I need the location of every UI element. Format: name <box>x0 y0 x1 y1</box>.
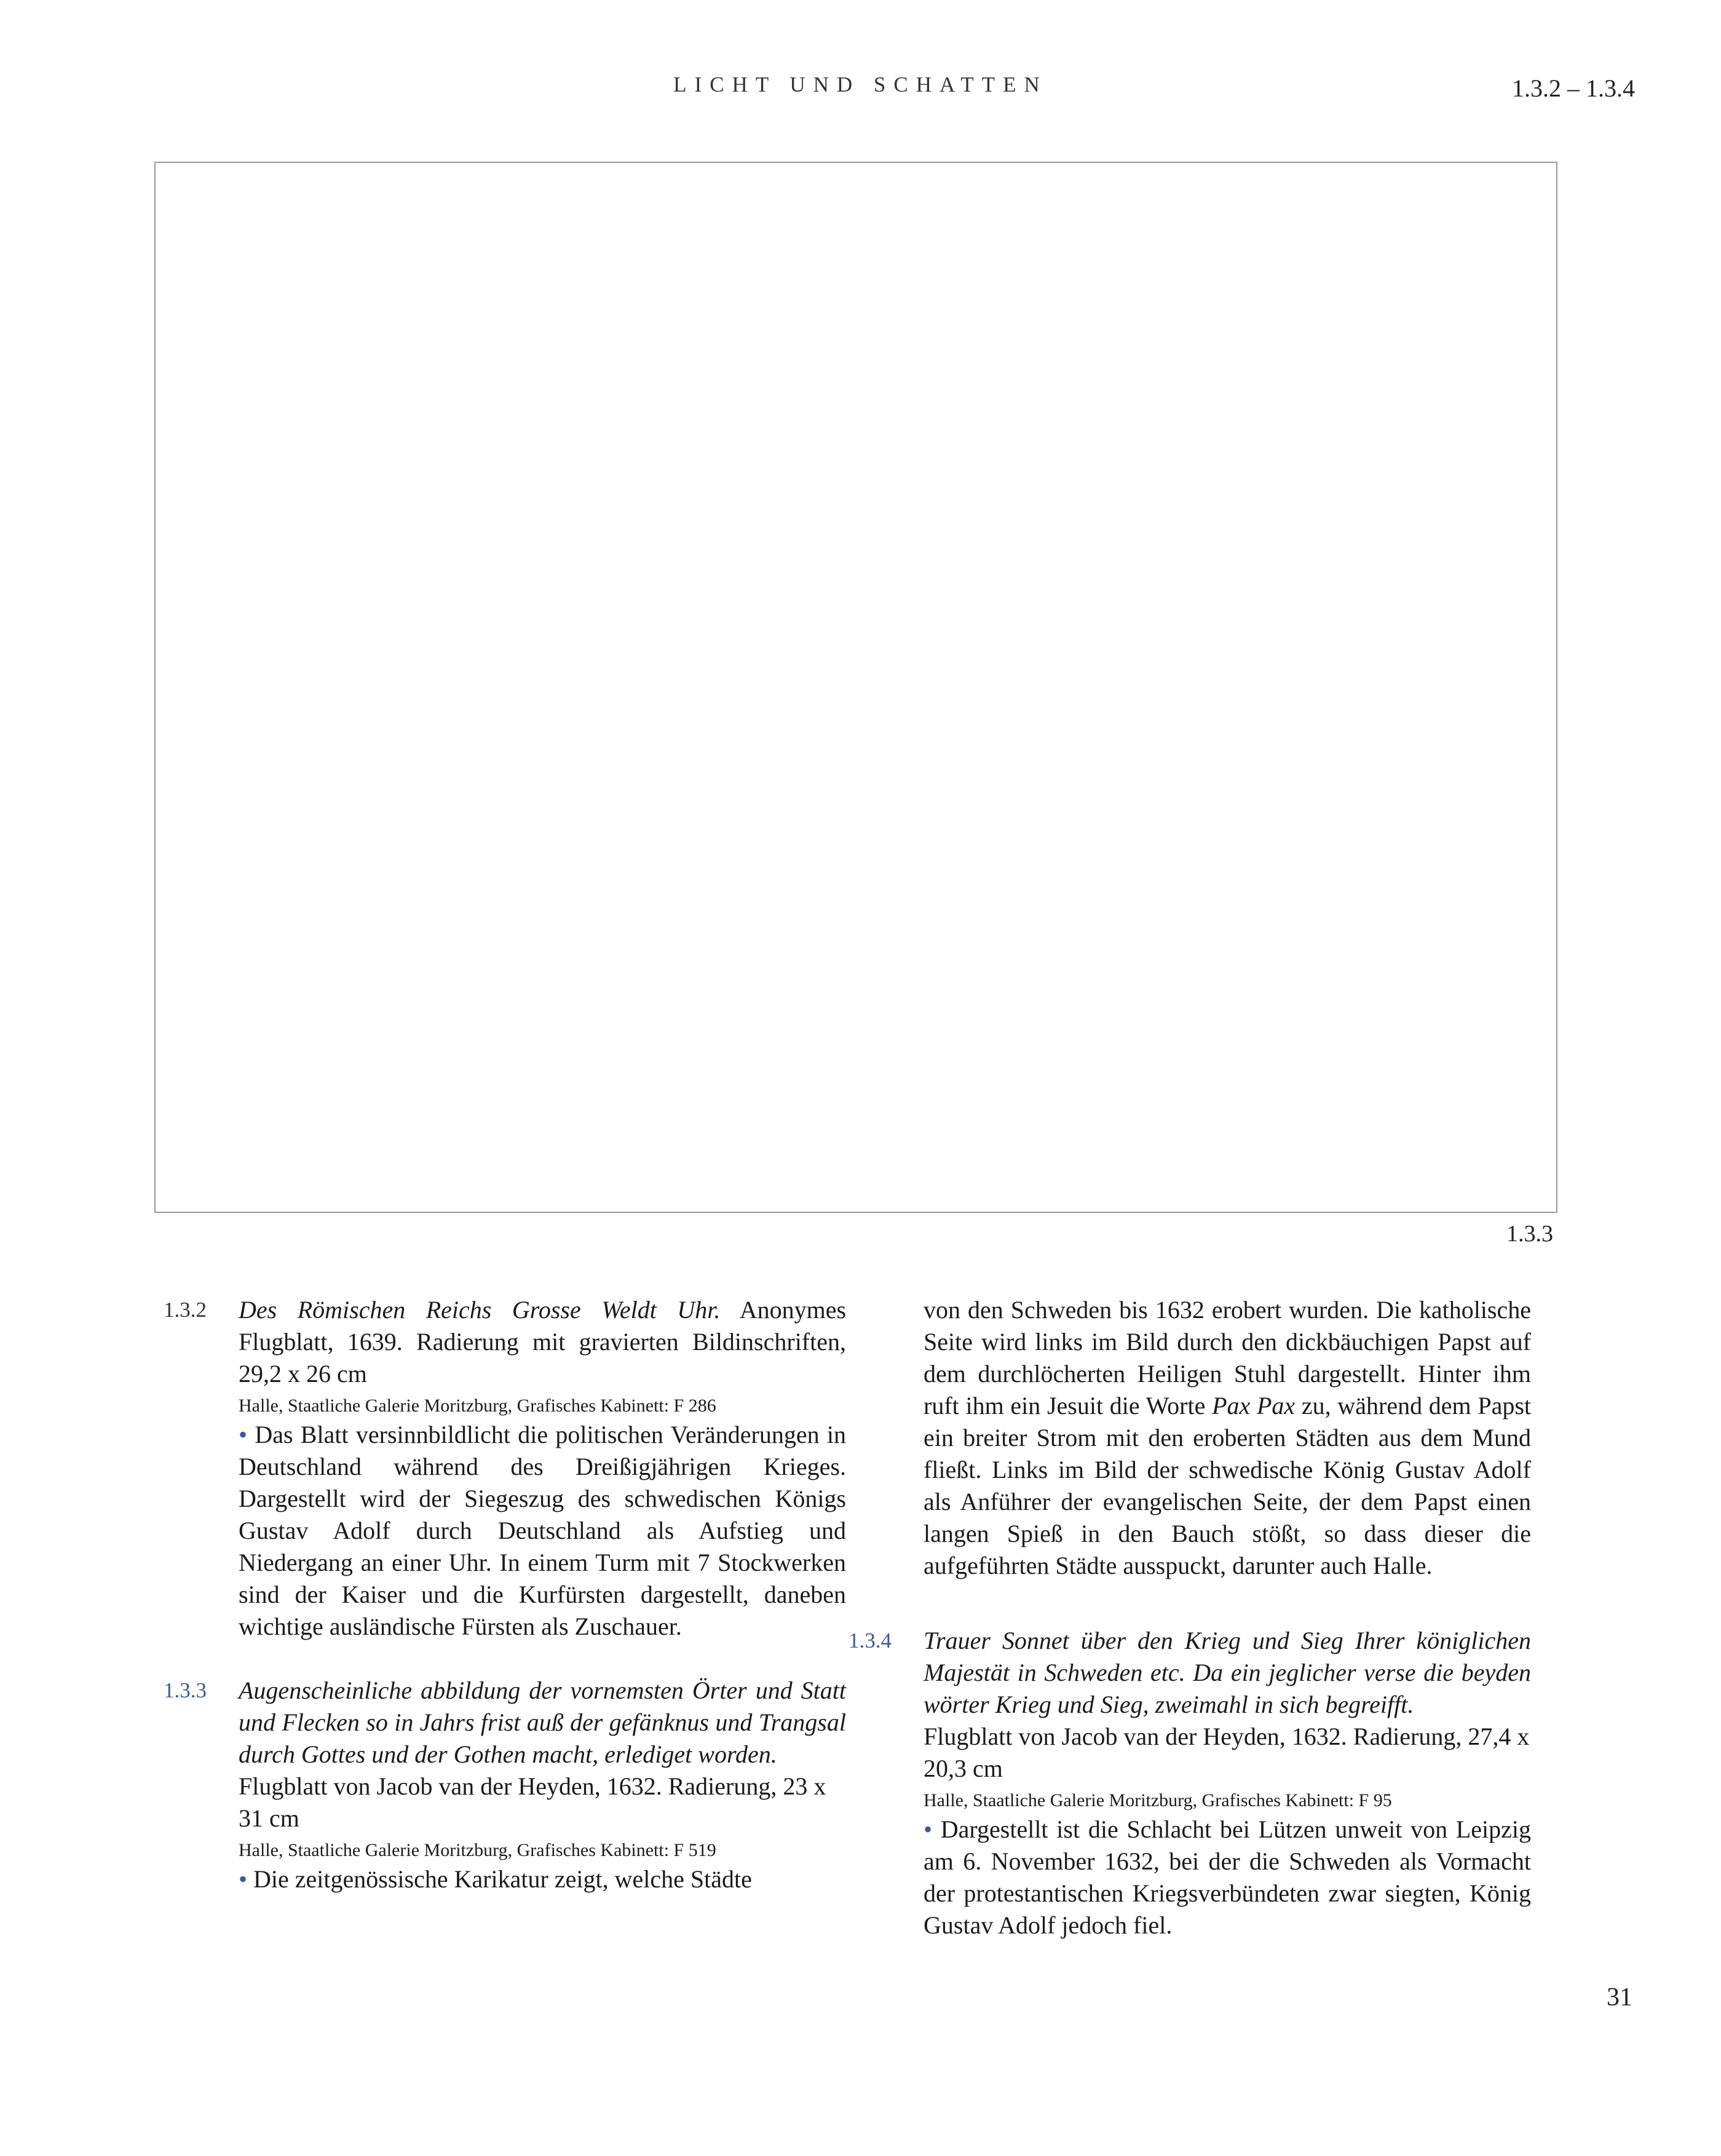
right-column <box>849 1294 1531 1973</box>
entry-title: Trauer Sonnet über den Krieg und Sieg Ihrer königlichen Majestät in Schweden etc. Da ein jeglicher verse die beyden wörter Krieg und Sieg, zweimahl in sich begreifft. <box>924 1627 1531 1718</box>
entry-description-text: Die zeitgenössische Karikatur zeigt, welche Städte <box>253 1865 752 1893</box>
entry-location: Halle, Staatliche Galerie Moritzburg, Grafisches Kabinett: F 95 <box>924 1790 1392 1810</box>
entry-description-text: zu, während dem Papst ein breiter Strom mit den eroberten Städten aus dem Mund fließt. Links im Bild der schwedische König Gustav Adolf als Anführer der evangelischen Seite, der dem Papst einen langen Spieß in den Bauch stößt, so dass dieser die aufgeführten Städte ausspuckt, darunter auch Halle. <box>924 1392 1532 1579</box>
entry-quote: Pax Pax <box>1212 1392 1296 1420</box>
entry-title: Augenscheinliche abbildung der vornemsten Örter und Statt und Flecken so in Jahrs frist auß der gefänknus und Trangsal durch Gottes und der Gothen macht, erlediget worden. <box>239 1676 846 1768</box>
catalog-entry <box>164 1675 846 1895</box>
running-head: LICHT UND SCHATTEN <box>673 73 1048 97</box>
entry-location: Halle, Staatliche Galerie Moritzburg, Grafisches Kabinett: F 286 <box>239 1396 716 1416</box>
entry-description <box>239 1863 846 1895</box>
entry-title: Des Römischen Reichs Grosse Weldt Uhr. <box>239 1296 721 1324</box>
entry-description-continued <box>924 1294 1531 1582</box>
entry-details: Flugblatt von Jacob van der Heyden, 1632. Radierung, 23 x 31 cm <box>239 1772 826 1832</box>
entry-description <box>239 1419 846 1643</box>
entry-number: 1.3.3 <box>164 1678 207 1702</box>
entry-description-text: von den Schweden bis 1632 erobert wurden. Die katholische Seite wird links im Bild durch den dickbäuchigen Papst auf dem durchlöcherten Heiligen Stuhl dargestellt. Hinter ihm ruft ihm ein Jesuit die Worte <box>924 1296 1531 1420</box>
entry-number: 1.3.4 <box>849 1629 892 1653</box>
catalog-entry-continuation <box>849 1294 1531 1582</box>
left-column <box>164 1294 846 1927</box>
entry-location: Halle, Staatliche Galerie Moritzburg, Grafisches Kabinett: F 519 <box>239 1840 716 1860</box>
page-number: 31 <box>1607 1983 1632 2012</box>
entry-heading <box>239 1294 846 1390</box>
bullet-dot: • <box>239 1865 248 1893</box>
bullet-dot: • <box>239 1421 248 1448</box>
catalog-entry <box>849 1625 1531 1941</box>
catalog-range: 1.3.2 – 1.3.4 <box>1512 74 1635 102</box>
entry-description-text: Das Blatt versinnbildlicht die politischen Veränderungen in Deutschland während des Dreißigjährigen Krieges. Dargestellt wird der Siegeszug des schwedischen Königs Gustav Adolf durch Deutschland als Aufstieg und Niedergang an einer Uhr. In einem Turm mit 7 Stockwerken sind der Kaiser und die Kurfürsten dargestellt, daneben wichtige ausländische Fürsten als Zuschauer. <box>239 1421 847 1640</box>
catalog-entry <box>164 1294 846 1643</box>
entry-details: Flugblatt von Jacob van der Heyden, 1632. Radierung, 27,4 x 20,3 cm <box>924 1723 1530 1782</box>
entry-number: 1.3.2 <box>164 1298 207 1322</box>
entry-description-text: Dargestellt ist die Schlacht bei Lützen unweit von Leipzig am 6. November 1632, bei der die Schweden als Vormacht der protestantischen Kriegsverbündeten zwar siegten, König Gustav Adolf jedoch fiel. <box>924 1815 1531 1939</box>
entry-description <box>924 1814 1531 1941</box>
figure-placeholder <box>154 162 1557 1213</box>
entry-details: Anonymes Flugblatt, 1639. Radierung mit gravierten Bildinschriften, 29,2 x 26 cm <box>239 1296 847 1388</box>
bullet-dot: • <box>924 1815 933 1843</box>
figure-caption-number: 1.3.3 <box>1506 1221 1553 1247</box>
